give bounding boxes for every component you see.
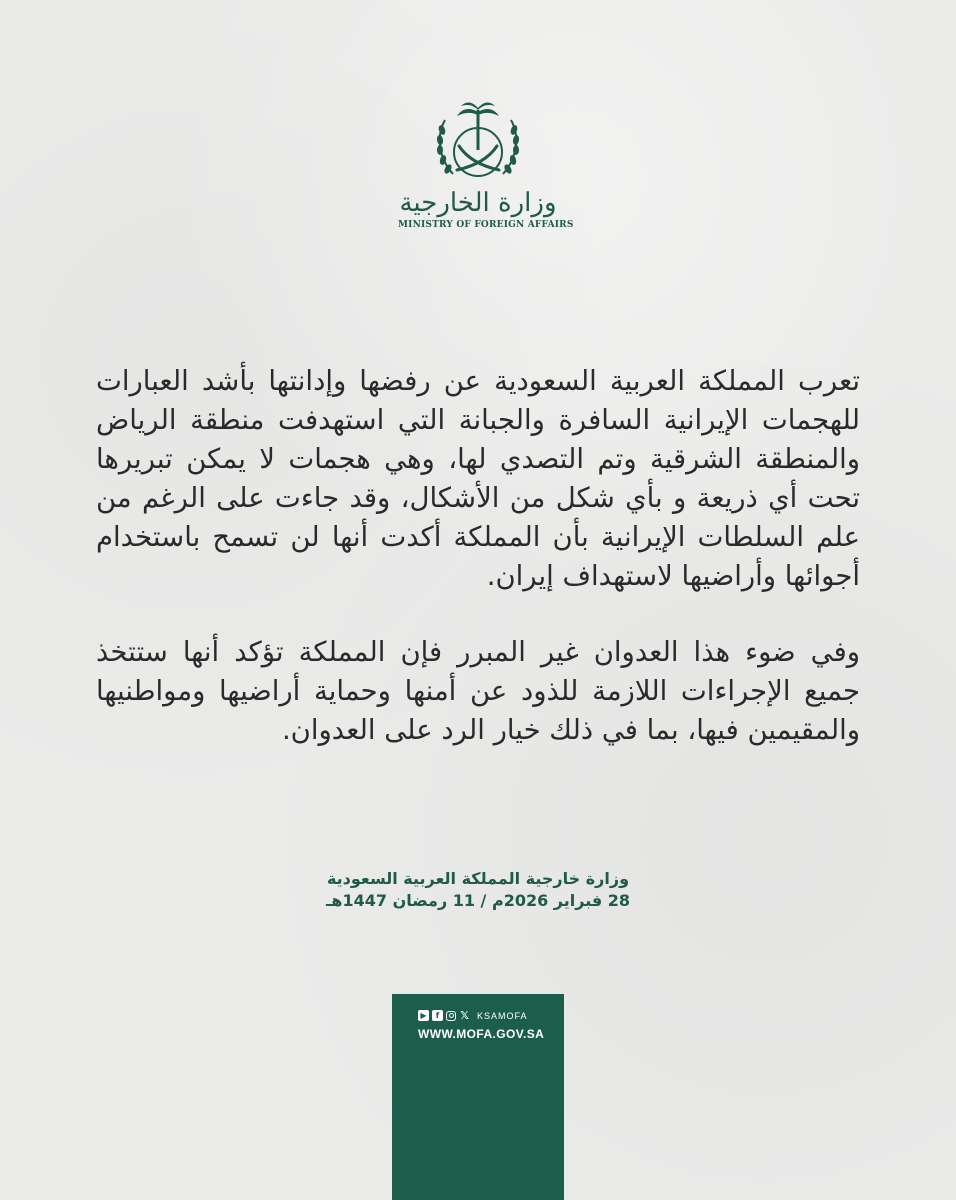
statement-paragraph-2: وفي ضوء هذا العدوان غير المبرر فإن المملكة تؤكد أنها ستتخذ جميع الإجراءات اللازمة للذود عن أمنها وحماية أراضيها ومواطنيها والمقيمين فيها، بما في ذلك خيار الرد على العدوان. xyxy=(96,636,860,746)
statement-paragraph-1: تعرب المملكة العربية السعودية عن رفضها وإدانتها بأشد العبارات للهجمات الإيرانية السافرة والجبانة التي استهدفت منطقة الرياض والمنطقة الشرقية وتم التصدي لها، وهي هجمات لا يمكن تبريرها تحت أي ذريعة و بأي شكل من الأشكال، وقد جاءت على الرغم من علم السلطات الإيرانية بأن المملكة أكدت أنها لن تسمح باستخدام أجوائها وأراضيها لاستهداف إيران. xyxy=(96,365,860,592)
instagram-icon[interactable] xyxy=(446,1011,456,1021)
social-handle: KSAMOFA xyxy=(477,1010,528,1021)
signature-date: 28 فبراير 2026م / 11 رمضان 1447هـ xyxy=(325,891,631,910)
statement-body xyxy=(96,362,860,750)
signature-issuer: وزارة خارجية المملكة العربية السعودية xyxy=(326,869,630,888)
ministry-logo xyxy=(398,100,574,250)
ministry-arabic-name: وزارة الخارجية xyxy=(399,188,557,218)
palm-and-swords-emblem-icon xyxy=(423,100,533,188)
signature-block xyxy=(0,868,956,912)
facebook-icon[interactable]: f xyxy=(432,1010,443,1021)
ministry-english-name: MINISTRY OF FOREIGN AFFAIRS xyxy=(398,220,574,230)
social-icons-row xyxy=(418,1010,528,1021)
website-link[interactable]: WWW.MOFA.GOV.SA xyxy=(418,1027,545,1041)
x-icon[interactable]: 𝕏 xyxy=(460,1009,469,1022)
youtube-icon[interactable]: ▶ xyxy=(418,1010,429,1021)
footer-block xyxy=(392,994,564,1200)
